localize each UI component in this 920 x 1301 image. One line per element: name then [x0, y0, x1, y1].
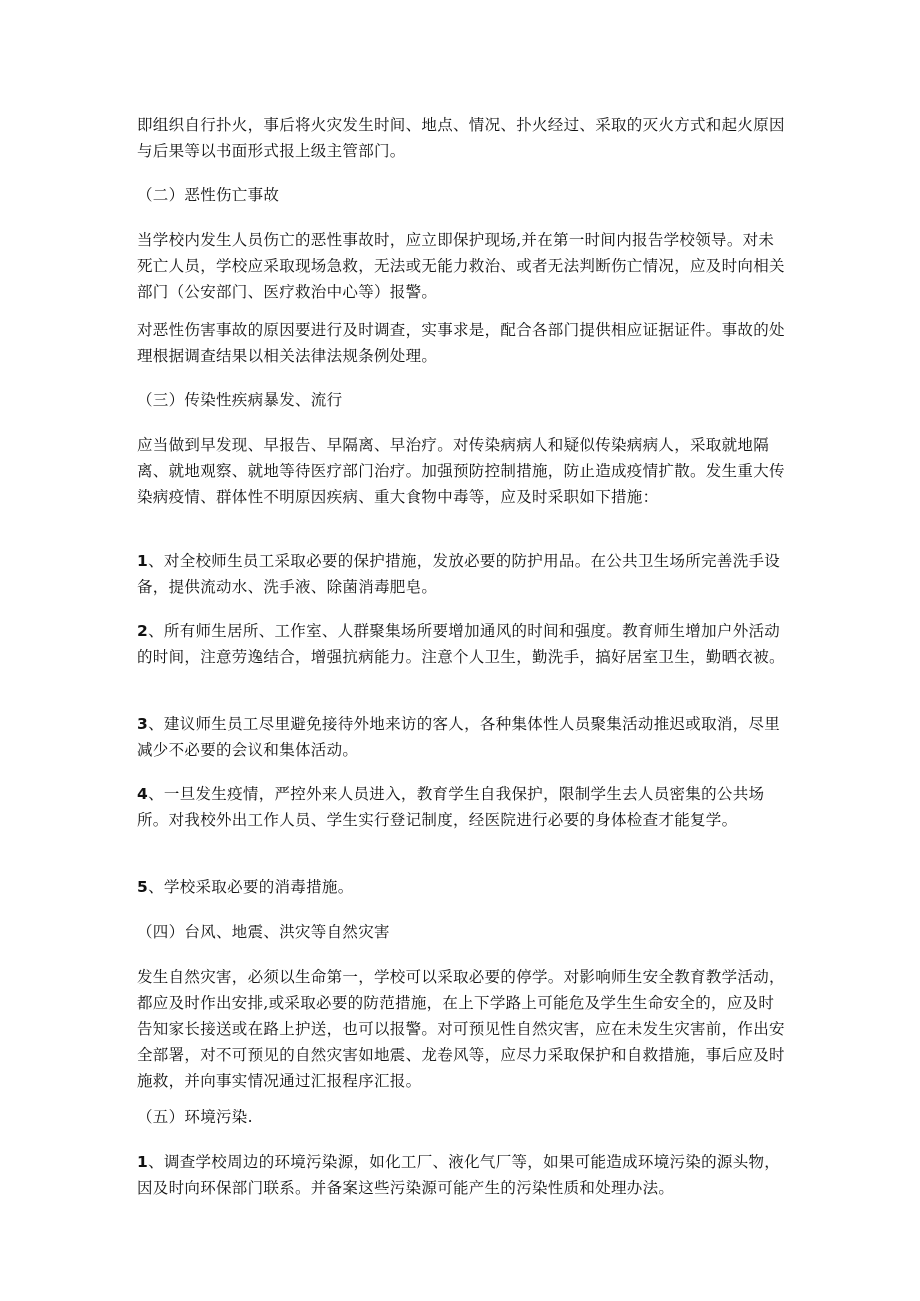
list-item-epidemic-4: 4、一旦发生疫情，严控外来人员进入，教育学生自我保护，限制学生去人员密集的公共场所。对我校外出工作人员、学生实行登记制度，经医院进行必要的身体检查才能复学。	[137, 785, 765, 829]
paragraph-epidemic-principles: 应当做到早发现、早报告、早隔离、早治疗。对传染病病人和疑似传染病病人，采取就地隔离、就地观察、就地等待医疗部门治疗。加强预防控制措施，防止造成疫情扩散。发生重大传染病疫情、群体性不明原因疾病、重大食物中毒等，应及时采职如下措施：	[137, 436, 785, 506]
paragraph-casualty-investigation: 对恶性伤害事故的原因要进行及时调查，实事求是，配合各部门提供相应证据证件。事故的处理根据调查结果以相关法律法规条例处理。	[137, 321, 785, 365]
list-item-epidemic-1: 1、对全校师生员工采取必要的保护措施，发放必要的防护用品。在公共卫生场所完善洗手设备，提供流动水、洗手液、除菌消毒肥皂。	[137, 552, 781, 596]
list-item-epidemic-3: 3、建议师生员工尽里避免接待外地来访的客人，各种集体性人员聚集活动推迟或取消，尽里减少不必要的会议和集体活动。	[137, 715, 781, 759]
list-item-epidemic-2: 2、所有师生居所、工作室、人群聚集场所要增加通风的时间和强度。教育师生增加户外活动的时间，注意劳逸结合，增强抗病能力。注意个人卫生，勤洗手，搞好居室卫生，勤晒衣被。	[137, 622, 785, 666]
heading-section-3: （三）传染性疾病暴发、流行	[137, 391, 343, 409]
heading-section-5: （五）环境污染.	[137, 1108, 253, 1126]
heading-section-4: （四）台风、地震、洪灾等自然灾害	[137, 923, 390, 941]
heading-section-2: （二）恶性伤亡事故	[137, 186, 280, 204]
paragraph-casualty-response: 当学校内发生人员伤亡的恶性事故时，应立即保护现场,并在第一时间内报告学校领导。对未死亡人员，学校应采取现场急救，无法或无能力救治、或者无法判断伤亡情况，应及时向相关部门（公安部门、医疗救治中心等）报警。	[137, 231, 785, 301]
paragraph-fire-report: 即组织自行扑火，事后将火灾发生时间、地点、情况、扑火经过、采取的灭火方式和起火原因与后果等以书面形式报上级主管部门。	[137, 116, 785, 160]
paragraph-natural-disaster: 发生自然灾害，必须以生命第一，学校可以采取必要的停学。对影响师生安全教育教学活动，都应及时作出安排,或采取必要的防范措施，在上下学路上可能危及学生生命安全的，应及时告知家长接送或在路上护送，也可以报警。对可预见性自然灾害，应在未发生灾害前，作出安全部署，对不可预见的自然灾害如地震、龙卷风等，应尽力采取保护和自救措施，事后应及时施救，并向事实情况通过汇报程序汇报。	[137, 968, 785, 1090]
list-item-epidemic-5: 5、学校采取必要的消毒措施。	[137, 878, 354, 896]
list-item-pollution-1: 1、调查学校周边的环境污染源，如化工厂、液化气厂等，如果可能造成环境污染的源头物，因及时向环保部门联系。并备案这些污染源可能产生的污染性质和处理办法。	[137, 1153, 781, 1197]
